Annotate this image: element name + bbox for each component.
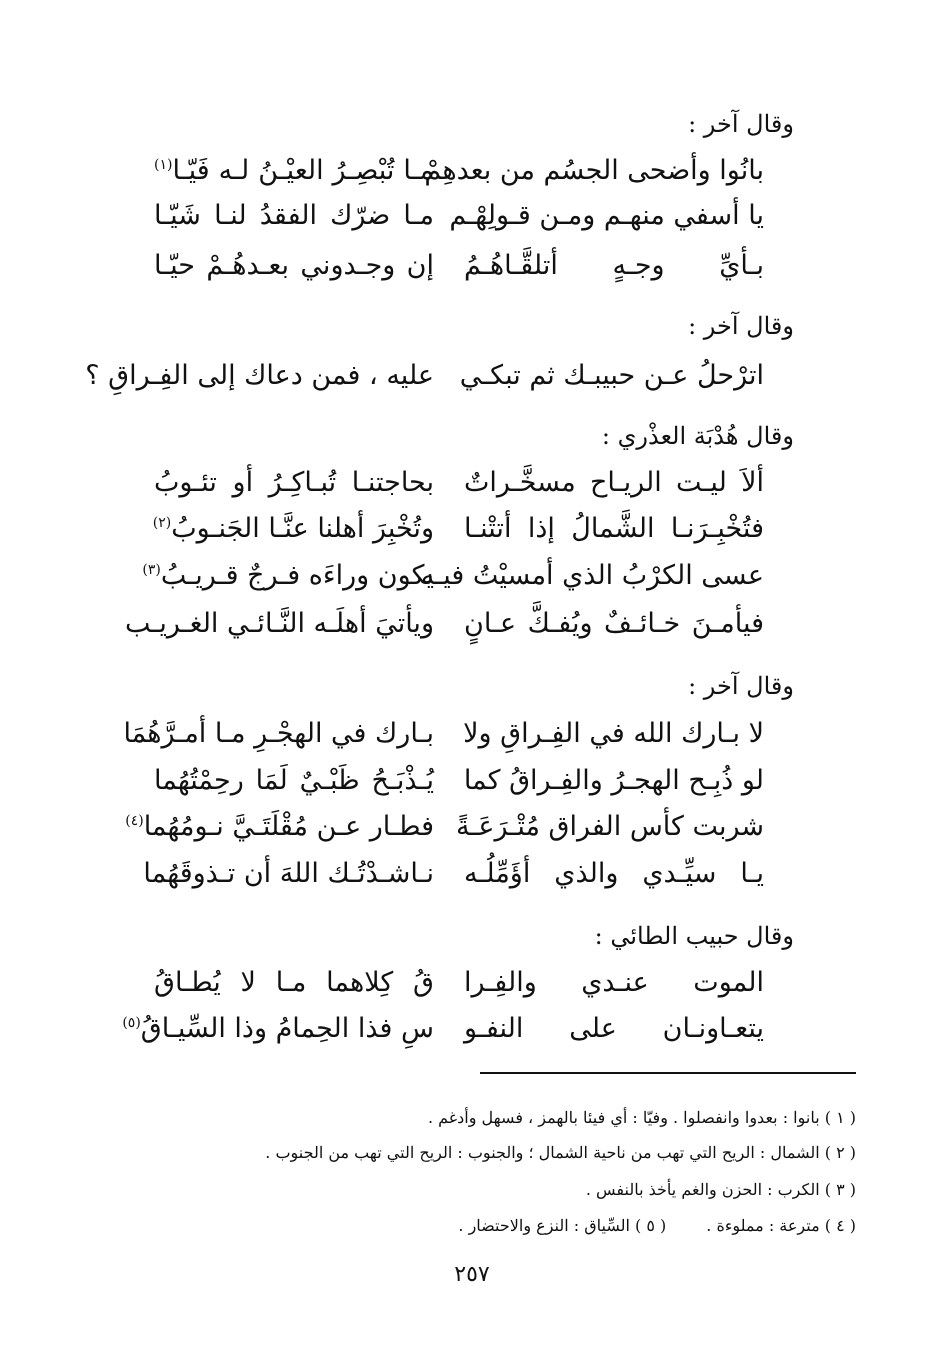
second-hemistich: بحاجتنـا تُبـاكِـرُ أو تئـوبُ bbox=[154, 466, 434, 498]
second-hemistich: مـا ضرّك الفقدُ لنـا شَيّـا bbox=[154, 199, 434, 231]
first-hemistich: الموت عنـدي والفِـرا bbox=[464, 966, 764, 998]
section-heading: وقال حبيب الطائي : bbox=[594, 922, 794, 950]
footnote-divider bbox=[480, 1072, 856, 1074]
verse-line bbox=[143, 853, 764, 893]
first-hemistich: اترْحلُ عـن حبيبـك ثم تبكـي bbox=[459, 359, 764, 391]
verse-line bbox=[154, 462, 764, 502]
footnote-ref: (٣) bbox=[142, 561, 161, 578]
footnote-ref: (١) bbox=[154, 156, 173, 173]
section-heading: وقال هُدْبَة العذْري : bbox=[601, 422, 794, 450]
second-hemistich: سِ فذا الحِمامُ وذا السِّيـاقُ$^{(٥)}$ bbox=[122, 1012, 434, 1044]
footnote: ( ١ ) بانوا : بعدوا وانفصلوا . وفيّا : أي فيئا بالهمز ، فسهل وأدغم . bbox=[427, 1108, 856, 1127]
footnote-ref: (٢) bbox=[152, 514, 172, 531]
section-heading: وقال آخر : bbox=[688, 110, 794, 138]
second-hemistich: عليه ، فمن دعاك إلى الفِـراقِ ؟ bbox=[85, 359, 434, 391]
footnote: ( ٢ ) الشمال : الريح التي تهب من ناحية الشمال ؛ والجنوب : الريح التي تهب من الجنوب . bbox=[265, 1143, 856, 1162]
first-hemistich: بانُوا وأضحى الجسُم من بعدهِمْ bbox=[424, 154, 764, 186]
footnote bbox=[458, 1216, 856, 1235]
footnote: ( ٣ ) الكرب : الحزن والغم يأخذ بالنفس . bbox=[585, 1180, 856, 1199]
verse-line bbox=[85, 355, 764, 395]
second-hemistich: يُـذْبَـحُ ظَبْـيٌ لَمَا رحِمْتُهُما bbox=[154, 764, 434, 796]
first-hemistich: شربت كأس الفراق مُتْـرَعَـةً bbox=[456, 810, 764, 842]
verse-line bbox=[123, 713, 764, 753]
second-hemistich: ويأتيَ أهلَـه النَّـائـي الغـريـب bbox=[124, 607, 434, 639]
first-hemistich: لو ذُبِـح الهجـرُ والفِـراقُ كما bbox=[463, 764, 764, 796]
verse-line bbox=[122, 1008, 764, 1048]
first-hemistich: يتعـاونـان على النفـو bbox=[464, 1012, 764, 1044]
verse-line bbox=[154, 962, 764, 1002]
footnote-text: ( ٥ ) السِّياق : النزع والاحتضار . bbox=[458, 1216, 667, 1235]
second-hemistich: مـا تُبْصِـرُ العيْـنُ لـه فَيّـا$^{(١)}$ bbox=[154, 154, 434, 186]
section-heading: وقال آخر : bbox=[688, 672, 794, 700]
second-hemistich: وتُخْبِرَ أهلنا عنَّـا الجَنـوبُ$^{(٢)}$ bbox=[152, 512, 434, 544]
first-hemistich: ألاَ ليـت الريـاح مسخَّـراتٌ bbox=[464, 466, 764, 498]
footnote-ref: (٥) bbox=[122, 1014, 141, 1031]
first-hemistich: فيأمـنَ خـائـفٌ ويُفـكَّ عـانٍ bbox=[464, 607, 764, 639]
first-hemistich: بـأيِّ وجـهٍ أتلقَّـاهُـمُ bbox=[464, 249, 764, 281]
verse-line bbox=[154, 195, 764, 235]
verse-line bbox=[154, 508, 764, 548]
verse-line bbox=[154, 150, 764, 190]
footnote-text: ( ٤ ) مترعة : مملوءة . bbox=[706, 1216, 856, 1235]
first-hemistich: عسى الكرْبُ الذي أمسيْتُ فيـه bbox=[420, 559, 764, 591]
verse-line bbox=[154, 760, 764, 800]
second-hemistich: نـاشـدْتُـك اللهَ أن تـذوقَهُما bbox=[143, 857, 434, 889]
page-number: ٢٥٧ bbox=[454, 1262, 490, 1287]
second-hemistich: قُ كِلاهما مـا لا يُطـاقُ bbox=[154, 966, 434, 998]
first-hemistich: فتُخْبِـرَنـا الشَّمالُ إذا أتتْنـا bbox=[464, 512, 764, 544]
verse-line bbox=[125, 806, 764, 846]
second-hemistich: إن وجـدوني بعـدهُـمْ حيّـا bbox=[154, 249, 434, 281]
verse-line bbox=[142, 555, 764, 595]
footnote-ref: (٤) bbox=[125, 812, 144, 829]
second-hemistich: فطـار عـن مُقْلَتَـيَّ نـومُهُما$^{(٤)}$ bbox=[125, 810, 434, 842]
second-hemistich: بـارك في الهجْـرِ مـا أمـرَّهُمَا bbox=[123, 717, 434, 749]
first-hemistich: يا أسفي منهـم ومـن قـولِهْـم bbox=[449, 199, 764, 231]
verse-line bbox=[124, 603, 764, 643]
second-hemistich: يكون وراءَه فـرجٌ قـريـبُ$^{(٣)}$ bbox=[142, 559, 434, 591]
first-hemistich: يـا سيِّـدي والذي أؤَمِّلُـه bbox=[464, 857, 764, 889]
section-heading: وقال آخر : bbox=[688, 312, 794, 340]
first-hemistich: لا بـارك الله في الفِـراقِ ولا bbox=[463, 717, 764, 749]
verse-line bbox=[154, 245, 764, 285]
